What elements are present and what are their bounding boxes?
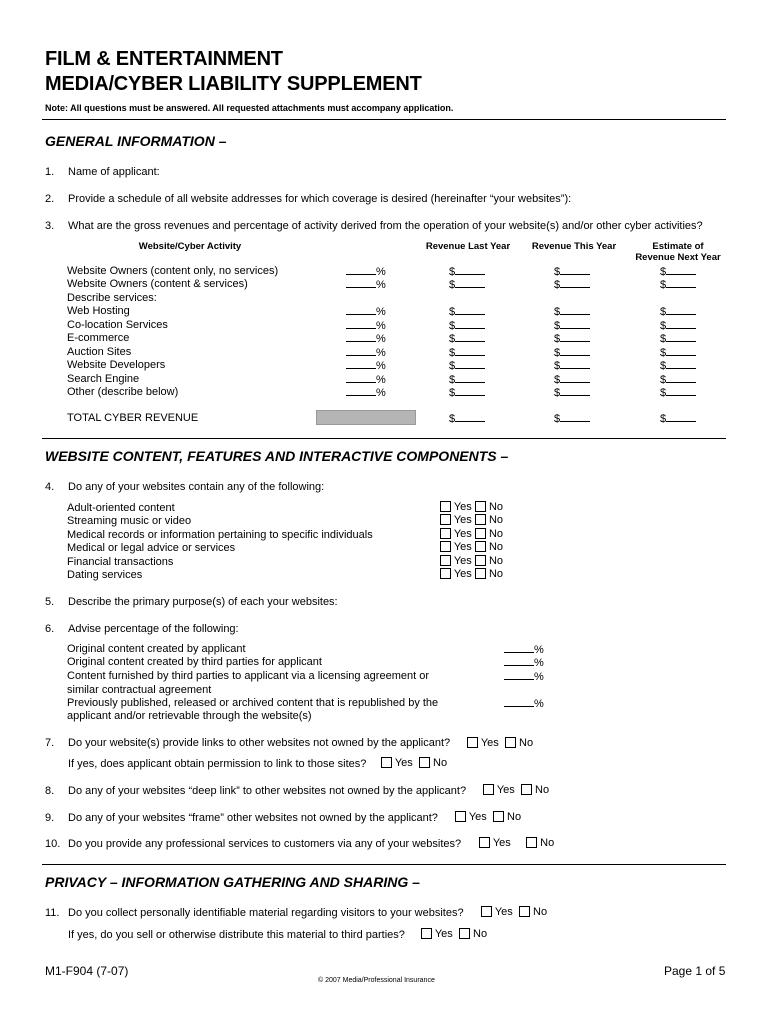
q7b-answer (381, 757, 447, 769)
dollar-sign: $ (449, 333, 456, 345)
revenue-this-year-field[interactable] (554, 305, 590, 318)
q8-number: 8. (45, 785, 55, 797)
q7-text: Do your website(s) provide links to other websites not owned by the applicant? (68, 737, 451, 749)
no-checkbox[interactable] (475, 568, 486, 579)
q7-answer (467, 737, 533, 749)
yes-checkbox[interactable] (440, 528, 451, 539)
percent-sign: % (376, 374, 386, 386)
q4-item-label: Medical or legal advice or services (67, 542, 236, 554)
percent-sign: % (534, 698, 544, 710)
total-cyber-revenue-label: TOTAL CYBER REVENUE (67, 412, 199, 424)
percent-sign: % (376, 306, 386, 318)
dollar-sign: $ (449, 374, 456, 386)
yes-checkbox[interactable] (440, 514, 451, 525)
percent-sign: % (376, 320, 386, 332)
total-this-year-field[interactable] (554, 412, 590, 425)
revenue-next-year-field[interactable] (660, 332, 696, 345)
yes-label: Yes (468, 811, 487, 823)
col-header-activity: Website/Cyber Activity (138, 241, 242, 252)
percent-field[interactable] (346, 386, 386, 399)
yes-checkbox[interactable] (440, 541, 451, 552)
yes-label: Yes (453, 501, 472, 513)
dollar-sign: $ (449, 413, 456, 425)
dollar-sign: $ (554, 374, 561, 386)
q9-number: 9. (45, 812, 55, 824)
q7b-yes-checkbox[interactable] (381, 757, 392, 768)
q11-answer (481, 906, 547, 918)
q5-text: Describe the primary purpose(s) of each your websites: (68, 596, 338, 608)
yes-label: Yes (434, 928, 453, 940)
q10-number: 10. (45, 838, 61, 850)
col-header-estimate-line1: Estimate of (652, 241, 704, 252)
yes-label: Yes (453, 514, 472, 526)
no-label: No (533, 906, 548, 918)
no-checkbox[interactable] (475, 501, 486, 512)
q7b-text: If yes, does applicant obtain permission to link to those sites? (68, 758, 367, 770)
revenue-row-label: Search Engine (67, 373, 140, 385)
q4-item-label: Financial transactions (67, 556, 174, 568)
revenue-last-year-field[interactable] (449, 332, 485, 345)
dollar-sign: $ (449, 320, 456, 332)
revenue-row-label: Web Hosting (67, 305, 130, 317)
no-label: No (519, 737, 534, 749)
q8-answer (483, 784, 549, 796)
q5-number: 5. (45, 596, 55, 608)
col-header-revenue-this-year: Revenue This Year (531, 241, 617, 252)
q7-yes-checkbox[interactable] (467, 737, 478, 748)
col-header-revenue-last-year: Revenue Last Year (425, 241, 511, 252)
q11b-text: If yes, do you sell or otherwise distribute this material to third parties? (68, 929, 405, 941)
q10-answer (479, 837, 554, 849)
yes-checkbox[interactable] (440, 568, 451, 579)
no-label: No (488, 568, 503, 580)
percent-field[interactable] (346, 332, 386, 345)
percent-sign: % (376, 347, 386, 359)
q11-text: Do you collect personally identifiable material regarding visitors to your websites? (68, 907, 464, 919)
q4-item-answer (440, 555, 503, 567)
q6-item-label: Original content created by third parties for applicant (67, 656, 322, 668)
q6-item-label: Content furnished by third parties to applicant via a licensing agreement or (67, 670, 429, 682)
revenue-last-year-field[interactable] (449, 265, 485, 278)
q9-no-checkbox[interactable] (493, 811, 504, 822)
section-general-information: GENERAL INFORMATION – (45, 133, 227, 149)
q4-text: Do any of your websites contain any of the following: (68, 481, 325, 493)
no-label: No (433, 757, 448, 769)
no-label: No (488, 514, 503, 526)
no-checkbox[interactable] (475, 555, 486, 566)
revenue-row-label: Describe services: (67, 292, 157, 304)
dollar-sign: $ (660, 279, 667, 291)
dollar-sign: $ (554, 360, 561, 372)
revenue-this-year-field[interactable] (554, 386, 590, 399)
form-title-line1: FILM & ENTERTAINMENT (45, 48, 283, 70)
revenue-row-label: Other (describe below) (67, 386, 179, 398)
total-last-year-field[interactable] (449, 412, 485, 425)
yes-label: Yes (453, 541, 472, 553)
dollar-sign: $ (554, 387, 561, 399)
revenue-next-year-field[interactable] (660, 386, 696, 399)
no-label: No (473, 928, 488, 940)
q2-number: 2. (45, 193, 55, 205)
no-label: No (507, 811, 522, 823)
no-label: No (488, 501, 503, 513)
q4-item-answer (440, 514, 503, 526)
dollar-sign: $ (660, 387, 667, 399)
q7-number: 7. (45, 737, 55, 749)
no-label: No (488, 541, 503, 553)
q11-number: 11. (45, 907, 60, 919)
q4-number: 4. (45, 481, 55, 493)
revenue-next-year-field[interactable] (660, 265, 696, 278)
revenue-next-year-field[interactable] (660, 319, 696, 332)
revenue-last-year-field[interactable] (449, 373, 485, 386)
dollar-sign: $ (449, 306, 456, 318)
revenue-row-label: Auction Sites (67, 346, 132, 358)
no-label: No (488, 555, 503, 567)
q4-item-label: Adult-oriented content (67, 502, 175, 514)
no-label: No (535, 784, 550, 796)
yes-label: Yes (496, 784, 515, 796)
revenue-last-year-field[interactable] (449, 305, 485, 318)
q9-answer (455, 811, 521, 823)
dollar-sign: $ (449, 266, 456, 278)
divider (42, 119, 726, 120)
q11b-answer (421, 928, 487, 940)
q8-text: Do any of your websites “deep link” to other websites not owned by the applicant? (68, 785, 467, 797)
q3-number: 3. (45, 220, 55, 232)
dollar-sign: $ (660, 347, 667, 359)
revenue-row-label: Website Owners (content only, no services) (67, 265, 279, 277)
q10-no-checkbox[interactable] (526, 837, 537, 848)
yes-label: Yes (453, 528, 472, 540)
q4-item-label: Streaming music or video (67, 515, 192, 527)
percent-sign: % (376, 279, 386, 291)
q10-text: Do you provide any professional services to customers via any of your websites? (68, 838, 462, 850)
q8-no-checkbox[interactable] (521, 784, 532, 795)
q6-item-label: applicant and/or retrievable through the website(s) (67, 710, 312, 722)
q11-no-checkbox[interactable] (519, 906, 530, 917)
dollar-sign: $ (449, 347, 456, 359)
revenue-last-year-field[interactable] (449, 319, 485, 332)
q11b-no-checkbox[interactable] (459, 928, 470, 939)
revenue-this-year-field[interactable] (554, 265, 590, 278)
no-checkbox[interactable] (475, 528, 486, 539)
revenue-last-year-field[interactable] (449, 386, 485, 399)
q4-item-answer (440, 541, 503, 553)
q11b-yes-checkbox[interactable] (421, 928, 432, 939)
q11-yes-checkbox[interactable] (481, 906, 492, 917)
q2-text: Provide a schedule of all website addresses for which coverage is desired (hereinafter “your websites”): (68, 193, 572, 205)
q4-item-answer (440, 568, 503, 580)
percent-field[interactable] (346, 346, 386, 359)
no-checkbox[interactable] (475, 541, 486, 552)
q6-item-label: Previously published, released or archived content that is republished by the (67, 697, 439, 709)
percent-field[interactable] (346, 305, 386, 318)
no-label: No (488, 528, 503, 540)
q6-percent-field[interactable] (504, 656, 544, 669)
revenue-last-year-field[interactable] (449, 278, 485, 291)
q3-text: What are the gross revenues and percentage of activity derived from the operation of your website(s) and/or other cyber activities? (68, 220, 703, 232)
yes-label: Yes (494, 906, 513, 918)
revenue-last-year-field[interactable] (449, 359, 485, 372)
copyright: © 2007 Media/Professional Insurance (318, 977, 435, 984)
revenue-row-label: Website Owners (content & services) (67, 278, 248, 290)
dollar-sign: $ (554, 333, 561, 345)
revenue-row-label: E-commerce (67, 332, 130, 344)
dollar-sign: $ (660, 320, 667, 332)
yes-checkbox[interactable] (440, 555, 451, 566)
page-number: Page 1 of 5 (664, 964, 726, 978)
percent-field[interactable] (346, 359, 386, 372)
percent-field[interactable] (346, 265, 386, 278)
percent-field[interactable] (346, 373, 386, 386)
yes-label: Yes (453, 555, 472, 567)
dollar-sign: $ (554, 413, 561, 425)
dollar-sign: $ (554, 279, 561, 291)
dollar-sign: $ (554, 347, 561, 359)
dollar-sign: $ (660, 266, 667, 278)
form-title-line2: MEDIA/CYBER LIABILITY SUPPLEMENT (45, 73, 422, 95)
no-label: No (540, 837, 555, 849)
revenue-row-label: Website Developers (67, 359, 166, 371)
q6-item-label: Original content created by applicant (67, 643, 246, 655)
revenue-next-year-field[interactable] (660, 373, 696, 386)
revenue-next-year-field[interactable] (660, 305, 696, 318)
dollar-sign: $ (660, 333, 667, 345)
revenue-last-year-field[interactable] (449, 346, 485, 359)
dollar-sign: $ (660, 413, 667, 425)
q6-number: 6. (45, 623, 55, 635)
percent-sign: % (534, 644, 544, 656)
q6-percent-field[interactable] (504, 643, 544, 656)
yes-label: Yes (394, 757, 413, 769)
no-checkbox[interactable] (475, 514, 486, 525)
percent-field[interactable] (346, 278, 386, 291)
q6-percent-field[interactable] (504, 670, 544, 683)
divider (42, 438, 726, 439)
q4-item-answer (440, 528, 503, 540)
col-header-estimate-line2: Revenue Next Year (635, 252, 721, 263)
revenue-this-year-field[interactable] (554, 332, 590, 345)
q4-item-answer (440, 501, 503, 513)
q1-number: 1. (45, 166, 55, 178)
dollar-sign: $ (660, 374, 667, 386)
percent-field[interactable] (346, 319, 386, 332)
dollar-sign: $ (660, 306, 667, 318)
yes-label: Yes (480, 737, 499, 749)
q1-text: Name of applicant: (68, 166, 160, 178)
section-website-content: WEBSITE CONTENT, FEATURES AND INTERACTIVE COMPONENTS – (45, 448, 509, 464)
q6-item-label: similar contractual agreement (67, 684, 212, 696)
total-next-year-field[interactable] (660, 412, 696, 425)
q6-text: Advise percentage of the following: (68, 623, 239, 635)
dollar-sign: $ (660, 360, 667, 372)
revenue-this-year-field[interactable] (554, 319, 590, 332)
q8-yes-checkbox[interactable] (483, 784, 494, 795)
revenue-this-year-field[interactable] (554, 373, 590, 386)
dollar-sign: $ (449, 360, 456, 372)
revenue-next-year-field[interactable] (660, 346, 696, 359)
revenue-next-year-field[interactable] (660, 359, 696, 372)
dollar-sign: $ (449, 387, 456, 399)
q4-item-label: Dating services (67, 569, 143, 581)
percent-sign: % (376, 360, 386, 372)
percent-sign: % (376, 266, 386, 278)
revenue-this-year-field[interactable] (554, 359, 590, 372)
revenue-next-year-field[interactable] (660, 278, 696, 291)
q9-text: Do any of your websites “frame” other websites not owned by the applicant? (68, 812, 438, 824)
q6-percent-field[interactable] (504, 697, 544, 710)
percent-sign: % (376, 333, 386, 345)
percent-sign: % (534, 671, 544, 683)
q7-no-checkbox[interactable] (505, 737, 516, 748)
q4-item-label: Medical records or information pertaining to specific individuals (67, 529, 373, 541)
q10-yes-checkbox[interactable] (479, 837, 490, 848)
section-privacy: PRIVACY – INFORMATION GATHERING AND SHARING – (45, 874, 420, 890)
total-percent-disabled-field (316, 410, 416, 425)
dollar-sign: $ (554, 306, 561, 318)
revenue-this-year-field[interactable] (554, 346, 590, 359)
q9-yes-checkbox[interactable] (455, 811, 466, 822)
revenue-row-label: Co-location Services (67, 319, 168, 331)
dollar-sign: $ (449, 279, 456, 291)
yes-checkbox[interactable] (440, 501, 451, 512)
form-id: M1-F904 (7-07) (45, 964, 129, 978)
percent-sign: % (534, 657, 544, 669)
q7b-no-checkbox[interactable] (419, 757, 430, 768)
form-note: Note: All questions must be answered. All requested attachments must accompany application. (45, 103, 454, 113)
dollar-sign: $ (554, 320, 561, 332)
dollar-sign: $ (554, 266, 561, 278)
yes-label: Yes (453, 568, 472, 580)
percent-sign: % (376, 387, 386, 399)
yes-label: Yes (492, 837, 511, 849)
divider (42, 864, 726, 865)
revenue-this-year-field[interactable] (554, 278, 590, 291)
